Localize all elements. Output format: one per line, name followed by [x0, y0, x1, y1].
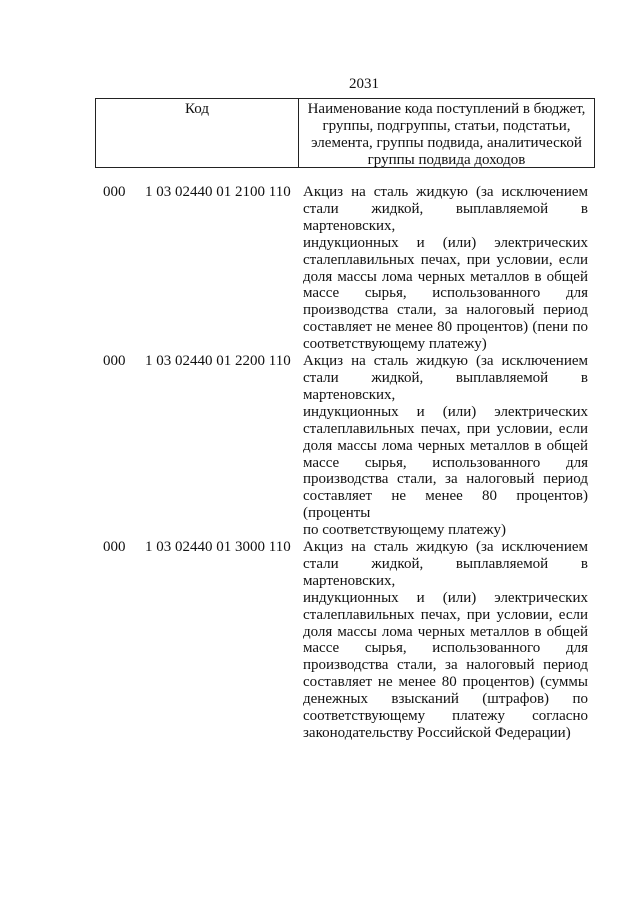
revenue-description	[303, 539, 588, 742]
header-code-cell: Код	[96, 99, 299, 167]
description-line: законодательству Российской Федерации)	[303, 725, 571, 741]
description-line: стали жидкой, выплавляемой в мартеновских,	[303, 200, 588, 234]
revenue-description	[303, 353, 588, 539]
description-line: Акциз на сталь жидкую (за исключением	[303, 539, 588, 556]
description-line: доля массы лома черных металлов в общей	[303, 437, 588, 454]
table-header	[95, 98, 595, 168]
description-line: соответствующему платежу)	[303, 336, 487, 353]
description-line: индукционных и (или) электрических	[303, 403, 588, 420]
description-line: соответствующему платежу согласно	[303, 708, 588, 725]
header-name-cell: Наименование кода поступлений в бюджет, группы, подгруппы, статьи, подстатьи, элемента, группы подвида, аналитической группы подвида доходов	[307, 101, 586, 168]
description-line: сталеплавильных печах, при условии, если	[303, 420, 588, 437]
description-line: производства стали, за налоговый период	[303, 302, 588, 319]
description-line: массе сырья, использованного для	[303, 285, 588, 302]
description-line: по соответствующему платежу)	[303, 522, 506, 539]
admin-code: 000	[103, 539, 126, 556]
revenue-code: 1 03 02440 01 2100 110	[145, 184, 291, 200]
admin-code: 000	[103, 353, 126, 370]
description-line: денежных взысканий (штрафов) по	[303, 691, 588, 708]
description-line: составляет не менее 80 процентов) (проценты	[303, 488, 588, 522]
description-line: сталеплавильных печах, при условии, если	[303, 606, 588, 623]
revenue-description	[303, 184, 588, 353]
description-line: Акциз на сталь жидкую (за исключением	[303, 184, 588, 200]
description-line: индукционных и (или) электрических	[303, 234, 588, 251]
description-line: массе сырья, использованного для	[303, 640, 588, 657]
revenue-code: 1 03 02440 01 2200 110	[145, 353, 291, 370]
admin-code: 000	[103, 184, 126, 200]
description-line: сталеплавильных печах, при условии, если	[303, 251, 588, 268]
description-line: составляет не менее 80 процентов) (пени по	[303, 319, 588, 336]
page-number: 2031	[349, 76, 379, 92]
revenue-code: 1 03 02440 01 3000 110	[145, 539, 291, 556]
description-line: производства стали, за налоговый период	[303, 471, 588, 488]
description-line: составляет не менее 80 процентов) (суммы	[303, 674, 588, 691]
table-row	[0, 184, 640, 353]
description-line: Акциз на сталь жидкую (за исключением	[303, 353, 588, 370]
description-line: доля массы лома черных металлов в общей	[303, 623, 588, 640]
description-line: стали жидкой, выплавляемой в мартеновских,	[303, 369, 588, 403]
description-line: индукционных и (или) электрических	[303, 589, 588, 606]
table-row	[0, 353, 640, 539]
table-body	[0, 184, 640, 742]
table-row	[0, 539, 640, 742]
description-line: массе сырья, использованного для	[303, 454, 588, 471]
description-line: доля массы лома черных металлов в общей	[303, 268, 588, 285]
description-line: производства стали, за налоговый период	[303, 657, 588, 674]
description-line: стали жидкой, выплавляемой в мартеновских,	[303, 555, 588, 589]
